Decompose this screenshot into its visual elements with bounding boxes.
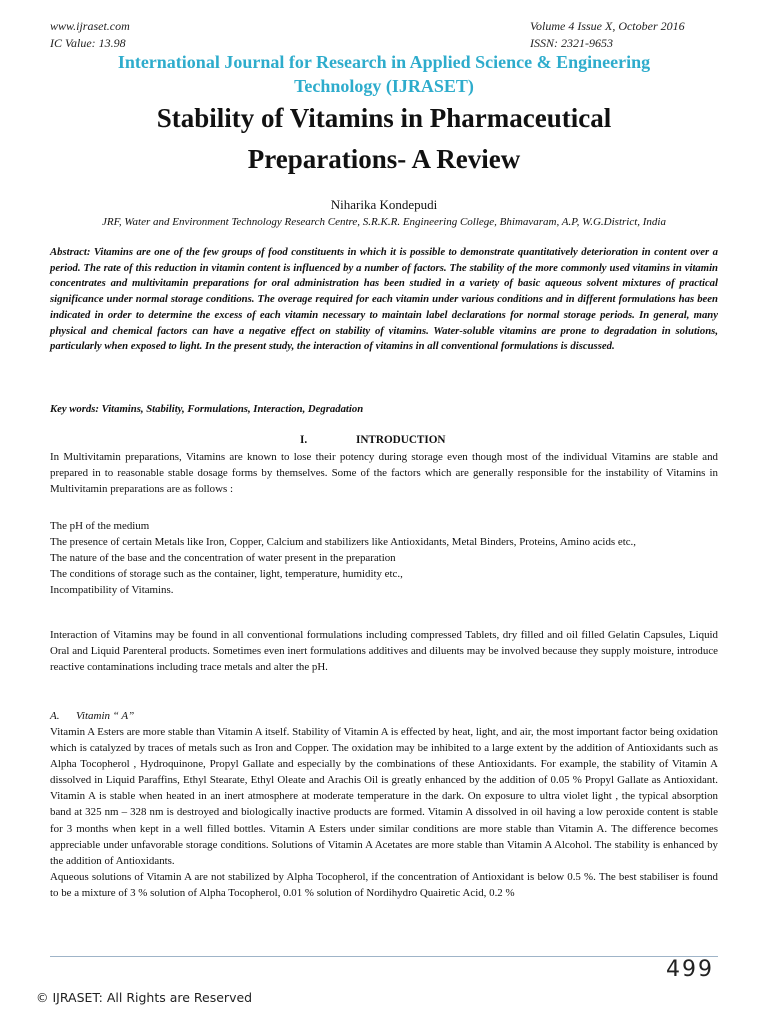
issn: ISSN: 2321-9653 (530, 36, 613, 50)
paper-title-line1: Stability of Vitamins in Pharmaceutical (156, 103, 612, 133)
author-name: Niharika Kondepudi (330, 197, 438, 212)
interaction-paragraph: Interaction of Vitamins may be found in all conventional formulations including compressed Tablets, dry filled and oil filled Gelatin Capsules, Liquid Oral and Liquid Parenteral products. Sometimes even inert formulations additives and diluents may be involved because they supply moisture, introduce reactive contaminations including trace metals and alter the pH. (50, 629, 718, 674)
vitamin-a-paragraph: Aqueous solutions of Vitamin A are not stabilized by Alpha Tocopherol, if the concentration of Antioxidant is below 0.5 %. The best stabiliser is found to be a mixture of 3 % solution of Alpha Tocopherol, 0.01 % solution of Nordihydro Quairetic Acid, 0.2 % (50, 870, 718, 899)
journal-website: www.ijraset.com (50, 19, 130, 33)
factor-item: Incompatibility of Vitamins. (50, 584, 174, 597)
section-title: INTRODUCTION (356, 434, 446, 446)
volume-issue: Volume 4 Issue X, October 2016 (530, 19, 685, 33)
paper-title (40, 98, 728, 180)
section-heading-introduction (300, 434, 446, 446)
factor-item: The presence of certain Metals like Iron, Copper, Calcium and stabilizers like Antioxidants, Metal Binders, Proteins, Amino acids etc., (50, 536, 636, 549)
keywords: Key words: Vitamins, Stability, Formulations, Interaction, Degradation (50, 403, 364, 415)
journal-name-line2: Technology (IJRASET) (294, 76, 474, 96)
factor-item: The nature of the base and the concentration of water present in the preparation (50, 552, 396, 565)
intro-paragraph: In Multivitamin preparations, Vitamins are known to lose their potency during storage even though most of the individual Vitamins are stable and prepared in to reasonable stable dosage forms by themselves. Some of the factors which are generally responsible for the instability of Vitamins in Multivitamin preparations are as follows : (50, 451, 718, 496)
factor-item: The conditions of storage such as the container, light, temperature, humidity etc., (50, 568, 403, 581)
subsection-title: Vitamin “ A” (76, 710, 135, 722)
copyright-notice: © IJRASET: All Rights are Reserved (36, 990, 253, 1005)
journal-name-line1: International Journal for Research in Applied Science & Engineering (117, 52, 651, 72)
author-affiliation: JRF, Water and Environment Technology Research Centre, S.R.K.R. Engineering College, Bhimavaram, A.P, W.G.District, India (102, 216, 666, 228)
page-number: 499 (666, 957, 714, 982)
abstract: Abstract: Vitamins are one of the few groups of food constituents in which it is possible to demonstrate quantitatively deterioration in content over a period. The rate of this reduction in vitamin content is influenced by a number of factors. The stability of the more commonly used vitamins in vitamin concentrates and multivitamin preparations for oral administration has been studied in a variety of basic aqueous solvent mixtures of practical significance under normal storage conditions. The overage required for each vitamin under various conditions and in different formulations has been indicated in order to determine the excess of each vitamin necessary to maintain label declarations for normal storage periods. In general, many physical and chemical factors can have a negative effect on stability of vitamins. Water-soluble vitamins are prone to degradation in solutions, particularly when exposed to light. In the present study, the interaction of vitamins in all conventional formulations is discussed. (50, 246, 718, 353)
header-left (50, 18, 130, 52)
factors-list (50, 518, 718, 598)
vitamin-a-paragraph: Vitamin A Esters are more stable than Vitamin A itself. Stability of Vitamin A is effected by heat, light, and air, the most important factor being oxidation which is catalyzed by traces of metals such as Iron and Copper. The oxidation may be inhibited to a large extent by the addition of Antioxidants such as Alpha Tocopherol , Hydroquinone, Propyl Gallate and especially by the combinations of these Antioxidants. For example, the stability of Vitamin A dissolved in Liquid Paraffins, Ethyl Stearate, Ethyl Oleate and Arachis Oil is greatly enhanced by the addition of 0.05 % Propyl Gallate as Antioxidant. Vitamin A is stable when heated in an inert atmosphere at moderate temperature in the dark. On exposure to ultra violet light , the typical absorption band at 325 nm – 328 nm is destroyed and biologically inactive products are formed. Vitamin A dissolved in oil having a low peroxide content is stable for 3 months when kept in a well filled bottles. Vitamin A Esters under similar conditions are more stable than Vitamin A. The difference becomes appreciable under unfavorable storage conditions. Solutions of Vitamin A Acetates are more stable than Vitamin A Alcohol. The stability is enhanced by the addition of Antioxidants. (50, 726, 718, 867)
vitamin-a-section (50, 724, 718, 901)
ic-value: IC Value: 13.98 (50, 36, 126, 50)
journal-name (40, 50, 728, 98)
paper-title-line2: Preparations- A Review (247, 144, 521, 174)
header-right (530, 18, 685, 52)
subsection-number: A. (50, 710, 60, 722)
footer-divider (50, 956, 718, 957)
subsection-heading-vitamin-a (50, 710, 134, 722)
section-number: I. (300, 434, 308, 446)
factor-item: The pH of the medium (50, 520, 150, 532)
